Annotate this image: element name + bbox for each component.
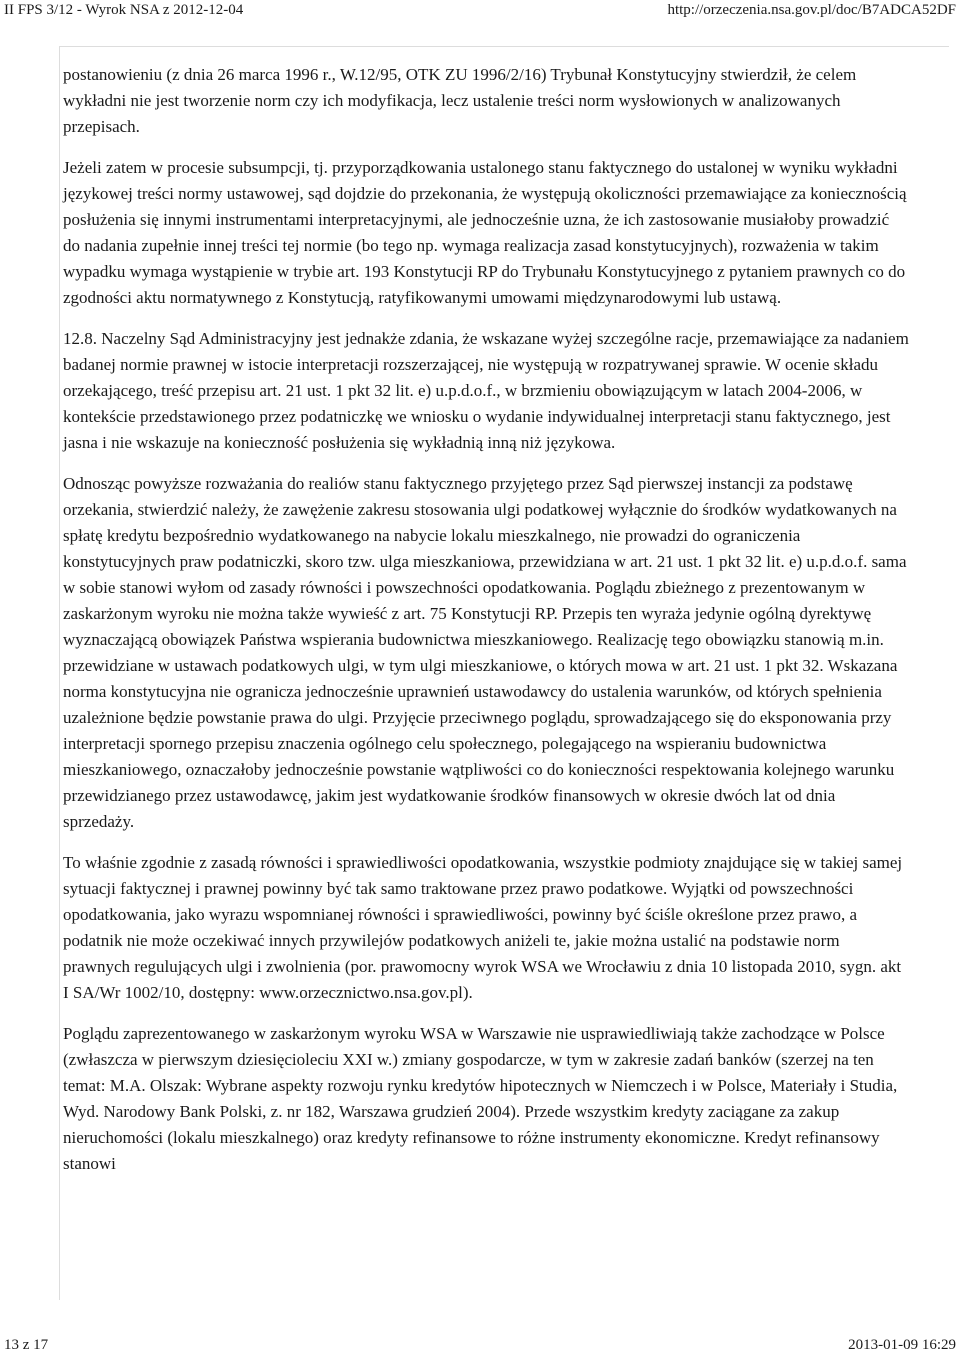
document-url: http://orzeczenia.nsa.gov.pl/doc/B7ADCA52DF (667, 2, 956, 18)
paragraph: Odnosząc powyższe rozważania do realiów stanu faktycznego przyjętego przez Sąd pierwszej instancji za podstawę orzekania, stwierdzić należy, że zawężenie zakresu stosowania ulgi podatkowej wyłącznie do środków wydatkowanych na spłatę kredytu bezpośrednio wydatkowanego na nabycie lokalu mieszkalnego, nie prowadzi do ograniczenia konstytucyjnych praw podatniczki, skoro tzw. ulga mieszkaniowa, przewidziana w art. 21 ust. 1 pkt 32 lit. e) u.p.d.o.f. sama w sobie stanowi wyłom od zasady równości i powszechności opodatkowania. Poglądu zbieżnego z prezentowanym w zaskarżonym wyroku nie można także wywieść z art. 75 Konstytucji RP. Przepis ten wyraża jedynie ogólną dyrektywę wyznaczającą obowiązek Państwa wspierania budownictwa mieszkaniowego. Realizację tego obowiązku stanowią m.in. przewidziane w ustawach podatkowych ulgi, w tym ulgi mieszkaniowe, o których mowa w art. 21 ust. 1 pkt 32. Wskazana norma konstytucyjna nie ogranicza jednocześnie uprawnień ustawodawcy do ustalenia warunków, od których spełnienia uzależnione będzie powstanie prawa do ulgi. Przyjęcie przeciwnego poglądu, sprowadzającego się do eksponowania przy interpretacji spornego przepisu znaczenia ogólnego celu społecznego, polegającego na wspieraniu budownictwa mieszkaniowego, oznaczałoby jednocześnie powstanie wątpliwości co do konieczności respektowania kolejnego warunku przewidzianego przez ustawodawcę, jakim jest wydatkowanie środków finansowych w okresie dwóch lat od dnia sprzedaży. (63, 474, 907, 831)
document-title: II FPS 3/12 - Wyrok NSA z 2012-12-04 (4, 2, 244, 18)
paragraph: Poglądu zaprezentowanego w zaskarżonym wyroku WSA w Warszawie nie usprawiedliwiają także zachodzące w Polsce (zwłaszcza w pierwszym dziesięcioleciu XXI w.) zmiany gospodarcze, w tym w zakresie zadań banków (szerzej na ten temat: M.A. Olszak: Wybrane aspekty rozwoju rynku kredytów hipotecznych w Niemczech i w Polsce, Materiały i Studia, Wyd. Narodowy Bank Polski, z. nr 182, Warszawa grudzień 2004). Przede wszystkim kredyty zaciągane za zakup nieruchomości (lokalu mieszkalnego) oraz kredyty refinansowe to różne instrumenty ekonomiczne. Kredyt refinansowy stanowi (63, 1024, 898, 1173)
print-header (0, 0, 960, 24)
top-border-rule (59, 46, 949, 47)
paragraph: postanowieniu (z dnia 26 marca 1996 r., W.12/95, OTK ZU 1996/2/16) Trybunał Konstytucyjny stwierdził, że celem wykładni nie jest tworzenie norm czy ich modyfikacja, lecz ustalenie treści norm wysłowionych w analizowanych przepisach. (63, 65, 857, 136)
paragraph: To właśnie zgodnie z zasadą równości i sprawiedliwości opodatkowania, wszystkie podmioty znajdujące się w takiej samej sytuacji faktycznej i prawnej powinny być tak samo traktowane przez prawo podatkowe. Wyjątki od powszechności opodatkowania, jako wyrazu wspomnianej równości i sprawiedliwości, powinny być ściśle określone przez prawo, a podatnik nie może oczekiwać innych przywilejów podatkowych aniżeli te, jakie można ustalić na podstawie norm prawnych regulujących ulgi i zwolnienia (por. prawomocny wyrok WSA we Wrocławiu z dnia 10 listopada 2010, sygn. akt I SA/Wr 1002/10, dostępny: www.orzecznictwo.nsa.gov.pl). (63, 853, 903, 1002)
print-footer (0, 1333, 960, 1357)
page-number: 13 z 17 (4, 1337, 49, 1353)
document-body (63, 62, 909, 1192)
paragraph: 12.8. Naczelny Sąd Administracyjny jest jednakże zdania, że wskazane wyżej szczególne racje, przemawiające za nadaniem badanej normie prawnej w istocie interpretacji rozszerzającej, nie występują w rozpatrywanej sprawie. W ocenie składu orzekającego, treść przepisu art. 21 ust. 1 pkt 32 lit. e) u.p.d.o.f., w brzmieniu obowiązującym w latach 2004-2006, w kontekście przedstawionego przez podatniczkę we wniosku o wydanie indywidualnej interpretacji stanu faktycznego, jest jasna i nie wskazuje na konieczność posłużenia się wykładnią inną niż językowa. (63, 329, 909, 452)
print-timestamp: 2013-01-09 16:29 (848, 1337, 956, 1353)
left-border-rule (59, 46, 60, 1300)
paragraph: Jeżeli zatem w procesie subsumpcji, tj. przyporządkowania ustalonego stanu faktycznego do ustalonej w wyniku wykładni językowej treści normy ustawowej, sąd dojdzie do przekonania, że występują okoliczności przemawiające za koniecznością posłużenia się innymi instrumentami interpretacyjnymi, ale jednocześnie uzna, że ich zastosowanie musiałoby prowadzić do nadania zupełnie innej treści tej normie (bo tego np. wymaga realizacja zasad konstytucyjnych), rozważenia w takim wypadku wymaga wystąpienie w trybie art. 193 Konstytucji RP do Trybunału Konstytucyjnego z pytaniem prawnych co do zgodności aktu normatywnego z Konstytucją, ratyfikowanymi umowami międzynarodowymi lub ustawą. (63, 158, 907, 307)
